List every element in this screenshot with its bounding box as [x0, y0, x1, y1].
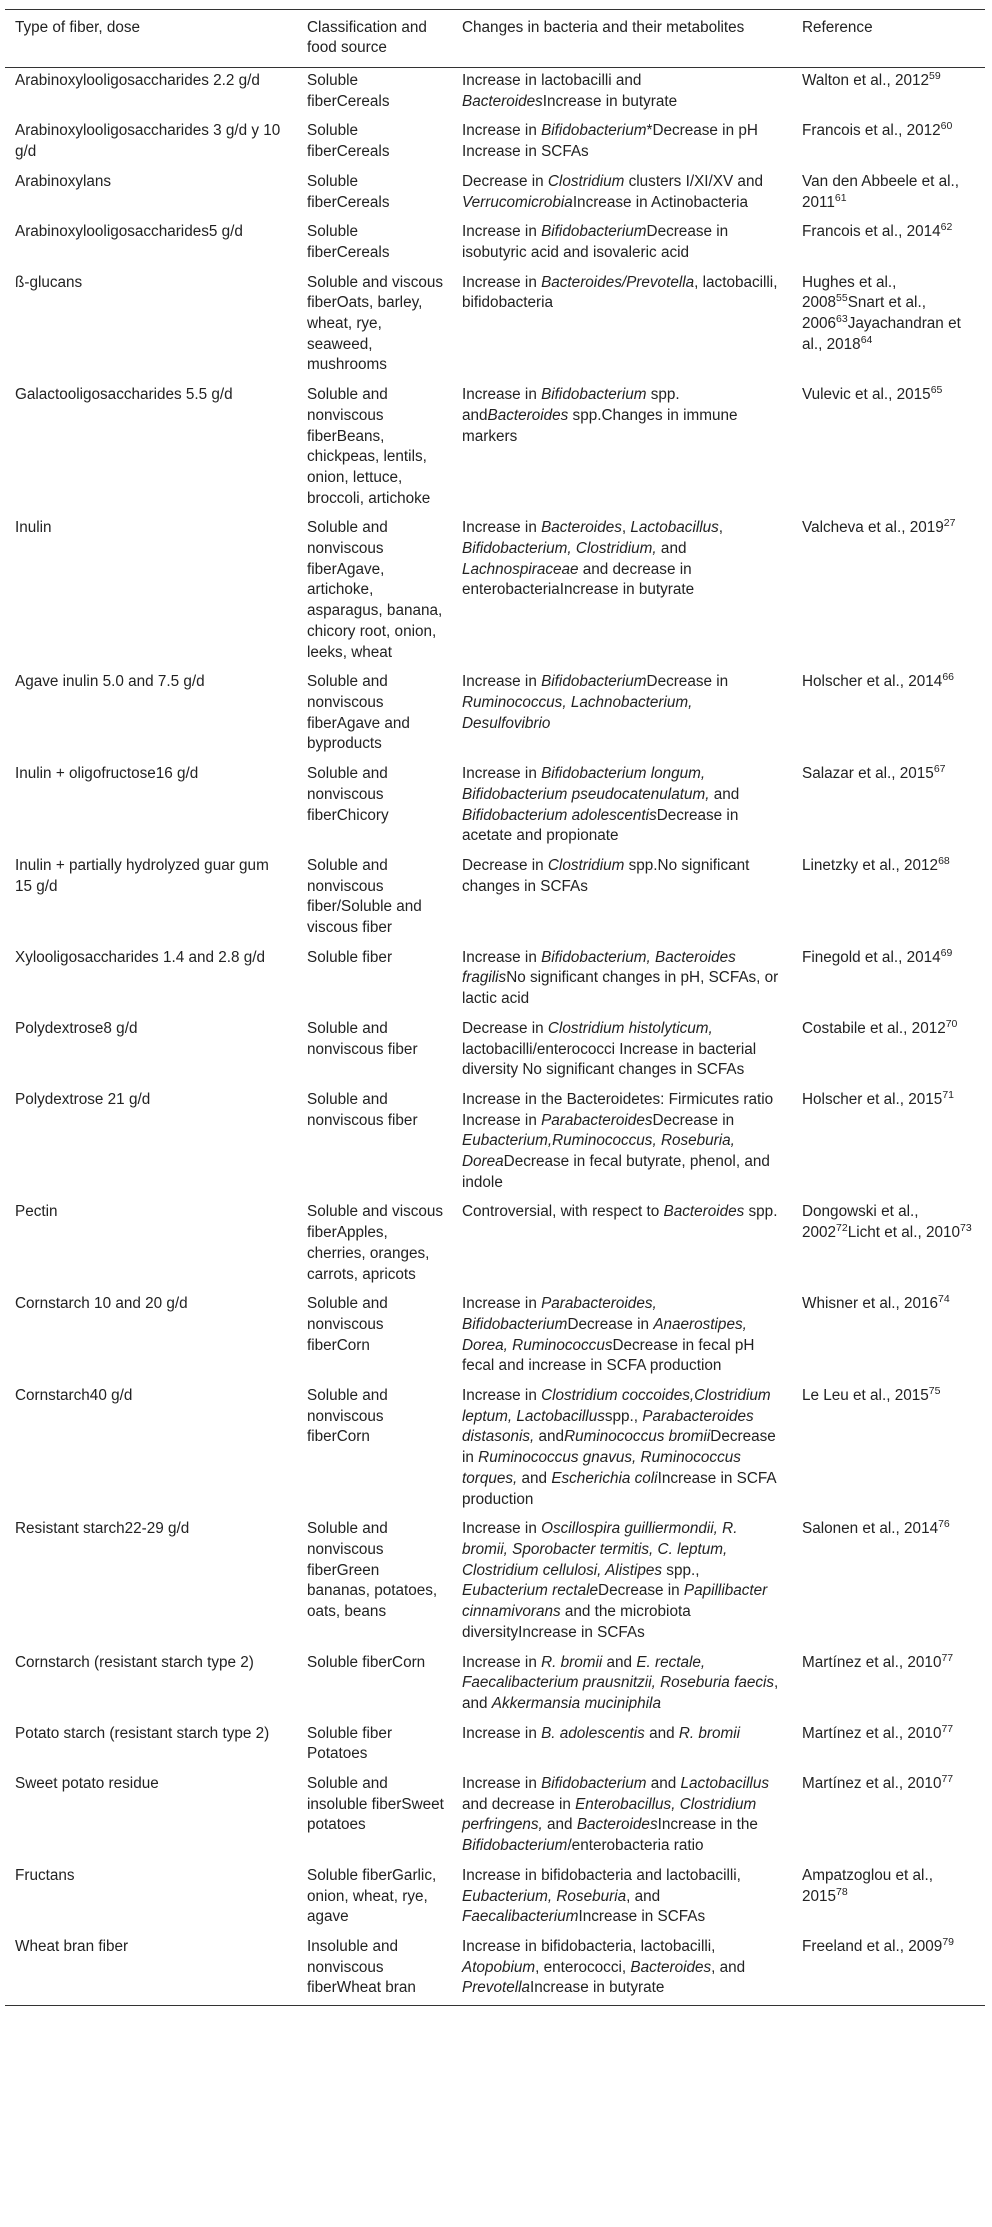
cell-fiber-type: Sweet potato residue	[15, 1775, 159, 1793]
text-segment: Martínez et al., 2010	[802, 1653, 942, 1671]
cell-fiber-type: Wheat bran fiber	[15, 1937, 129, 1955]
taxon-name: Ruminococcus bromii	[564, 1428, 711, 1446]
taxon-name: Akkermansia muciniphila	[491, 1694, 661, 1712]
taxon-name: Lactobacillus	[680, 1775, 769, 1793]
table-row	[5, 1650, 985, 1721]
taxon-name: Bifidobacterium adolescentis	[462, 806, 657, 824]
taxon-name: Clostridium	[547, 856, 625, 874]
cell-changes	[452, 853, 792, 945]
text-segment: Francois et al., 2014	[802, 223, 941, 241]
table-header	[5, 10, 985, 68]
citation-number: 77	[941, 1772, 954, 1785]
citation-number: 65	[930, 384, 943, 397]
taxon-name: Lachnospiraceae	[462, 560, 579, 578]
text-segment: Increase in the Bacteroidetes: Firmicutes ratio Increase in	[462, 1090, 774, 1129]
cell-fiber-type: Polydextrose8 g/d	[15, 1019, 138, 1037]
cell-reference	[792, 945, 985, 1016]
cell-fiber-type: Pectin	[15, 1203, 58, 1221]
header-classification: Classification and food source	[307, 19, 427, 56]
cell-reference	[792, 169, 985, 219]
text-segment: Increase in SCFAs	[578, 1908, 706, 1926]
taxon-name: Parabacteroides	[541, 1111, 653, 1129]
taxon-name: Oscillospira guilliermondii, R. bromii, Sporobacter termitis, C. leptum, Clostridium cellulosi, Alistipes	[462, 1520, 738, 1579]
text-segment: Costabile et al., 2012	[802, 1019, 946, 1037]
table-row	[5, 1087, 985, 1200]
cell-changes	[452, 669, 792, 761]
cell-reference	[792, 1087, 985, 1200]
table-body	[5, 68, 985, 2006]
text-segment: Walton et al., 2012	[802, 72, 929, 89]
text-segment: Finegold et al., 2014	[802, 948, 941, 966]
taxon-name: Bifidobacterium, Clostridium,	[462, 540, 657, 558]
citation-number: 72	[836, 1222, 848, 1235]
cell-classification: Soluble and nonviscous fiberGreen bananas, potatoes, oats, beans	[307, 1520, 438, 1621]
text-segment: Decrease in	[567, 1315, 654, 1333]
cell-fiber-type: Cornstarch (resistant starch type 2)	[15, 1653, 254, 1671]
header-type-of-fiber: Type of fiber, dose	[15, 19, 141, 36]
cell-reference	[792, 219, 985, 269]
taxon-name: Bifidobacterium	[541, 122, 647, 140]
cell-classification: Soluble and viscous fiberApples, cherries, oranges, carrots, apricots	[307, 1203, 444, 1283]
citation-number: 79	[942, 1935, 955, 1948]
text-segment: Increase in	[462, 122, 542, 140]
text-segment: /enterobacteria ratio	[567, 1837, 704, 1855]
table-row	[5, 169, 985, 219]
text-segment: spp.	[744, 1203, 778, 1221]
taxon-name: Clostridium histolyticum,	[547, 1019, 713, 1037]
text-segment: and decrease in enterobacteriaIncrease in butyrate	[462, 560, 695, 599]
cell-changes	[452, 761, 792, 853]
table-row	[5, 1199, 985, 1291]
taxon-name: Bacteroides/Prevotella	[541, 273, 695, 291]
header-reference: Reference	[802, 19, 873, 36]
citation-number: 61	[834, 191, 847, 204]
text-segment: Increase in	[462, 1775, 542, 1793]
text-segment: Francois et al., 2012	[802, 122, 941, 140]
text-segment: Increase in lactobacilli and	[462, 72, 642, 89]
cell-fiber-type: Inulin	[15, 519, 52, 537]
text-segment: Freeland et al., 2009	[802, 1937, 943, 1955]
cell-reference	[792, 1721, 985, 1771]
text-segment: Controversial, with respect to	[462, 1203, 664, 1221]
citation-number: 62	[940, 221, 953, 234]
cell-reference	[792, 270, 985, 383]
text-segment: Increase in	[462, 273, 542, 291]
table-row	[5, 1863, 985, 1934]
text-segment: Hughes et al., 2008	[802, 273, 897, 312]
cell-reference	[792, 515, 985, 669]
text-segment: Decrease in	[462, 856, 548, 874]
cell-classification: Soluble and nonviscous fiberAgave and byproducts	[307, 673, 410, 753]
cell-changes	[452, 1016, 792, 1087]
cell-classification: Soluble fiberCorn	[307, 1653, 426, 1671]
text-segment: Decrease in isobutyric acid and isovaleric acid	[462, 223, 729, 261]
cell-fiber-type: Inulin + oligofructose16 g/d	[15, 765, 199, 783]
text-segment: Holscher et al., 2014	[802, 673, 943, 691]
citation-number: 70	[945, 1017, 958, 1030]
text-segment: Increase in	[462, 519, 542, 537]
text-segment: Le Leu et al., 2015	[802, 1387, 929, 1405]
citation-number: 63	[836, 312, 848, 325]
text-segment: Vulevic et al., 2015	[802, 386, 931, 404]
cell-fiber-type: Galactooligosaccharides 5.5 g/d	[15, 386, 233, 404]
cell-changes	[452, 1650, 792, 1721]
taxon-name: Eubacterium, Roseburia	[462, 1887, 627, 1905]
cell-reference	[792, 1291, 985, 1383]
text-segment: Jayachandran et al., 2018	[802, 315, 961, 353]
text-segment: ,	[621, 519, 631, 537]
cell-fiber-type: Arabinoxylans	[15, 172, 112, 190]
table-row	[5, 1934, 985, 2006]
text-segment: Dongowski et al., 2002	[802, 1203, 919, 1242]
taxon-name: Bacteroides	[541, 519, 622, 537]
text-segment: Increase in	[462, 948, 542, 966]
taxon-name: Bacteroides	[630, 1958, 712, 1976]
cell-changes	[452, 1934, 792, 2006]
text-segment: Increase in	[462, 1520, 542, 1538]
taxon-name: Atopobium	[462, 1958, 536, 1976]
citation-number: 66	[942, 671, 954, 684]
cell-classification: Soluble and nonviscous fiberAgave, artichoke, asparagus, banana, chicory root, onion, leeks, wheat	[307, 519, 443, 661]
citation-number: 73	[959, 1222, 972, 1235]
text-segment: Decrease in	[646, 673, 729, 691]
text-segment: Salonen et al., 2014	[802, 1520, 939, 1538]
table-row	[5, 219, 985, 269]
cell-classification: Soluble and nonviscous fiberCorn	[307, 1387, 388, 1446]
table-row	[5, 761, 985, 853]
text-segment: Decrease in acetate and propionate	[462, 806, 739, 845]
cell-reference	[792, 1516, 985, 1649]
text-segment: Martínez et al., 2010	[802, 1775, 942, 1793]
cell-changes	[452, 219, 792, 269]
cell-changes	[452, 1771, 792, 1863]
text-segment: Increase in SCFA production	[462, 1469, 776, 1508]
text-segment: Decrease in	[598, 1582, 684, 1600]
text-segment: and	[542, 1816, 577, 1834]
cell-classification: Soluble and viscous fiberOats, barley, wheat, rye, seaweed, mushrooms	[307, 273, 444, 374]
text-segment: Increase in	[462, 1653, 542, 1671]
citation-number: 68	[938, 854, 950, 867]
text-segment: Valcheva et al., 2019	[802, 519, 944, 537]
text-segment: Increase in	[462, 223, 542, 241]
taxon-name: Escherichia coli	[551, 1469, 658, 1487]
cell-changes	[452, 1863, 792, 1934]
cell-fiber-type: Arabinoxylooligosaccharides5 g/d	[15, 223, 243, 241]
cell-reference	[792, 669, 985, 761]
taxon-name: Clostridium	[547, 172, 625, 190]
taxon-name: Bacteroides	[487, 406, 569, 424]
taxon-name: B. adolescentis	[541, 1724, 645, 1742]
taxon-name: Papillibacter cinnamivorans	[462, 1582, 768, 1621]
table-row	[5, 1016, 985, 1087]
cell-reference	[792, 1650, 985, 1721]
citation-number: 74	[938, 1293, 950, 1306]
cell-classification: Soluble fiberCereals	[307, 223, 390, 261]
cell-fiber-type: Inulin + partially hydrolyzed guar gum 15 g/d	[15, 856, 269, 895]
cell-fiber-type: Cornstarch 10 and 20 g/d	[15, 1295, 188, 1313]
taxon-name: Enterobacillus, Clostridium perfringens,	[462, 1795, 757, 1834]
cell-fiber-type: Resistant starch22-29 g/d	[15, 1520, 190, 1538]
cell-fiber-type: Xylooligosaccharides 1.4 and 2.8 g/d	[15, 948, 266, 966]
table-row	[5, 1516, 985, 1649]
cell-classification: Soluble fiber	[307, 948, 393, 966]
table-row	[5, 853, 985, 945]
citation-number: 59	[928, 69, 941, 82]
cell-changes	[452, 1199, 792, 1291]
table-row	[5, 118, 985, 168]
text-segment: Linetzky et al., 2012	[802, 856, 939, 874]
taxon-name: Bifidobacterium	[462, 1837, 568, 1855]
cell-classification: Soluble and nonviscous fiber	[307, 1090, 418, 1129]
text-segment: Ampatzoglou et al., 2015	[802, 1866, 933, 1905]
taxon-name: Ruminococcus gnavus, Ruminococcus torques,	[462, 1449, 741, 1487]
text-segment: Increase in the	[657, 1816, 758, 1834]
citation-number: 69	[940, 946, 953, 959]
cell-reference	[792, 68, 985, 119]
text-segment: Increase in	[462, 1724, 542, 1742]
taxon-name: Bacteroides	[663, 1203, 745, 1221]
table-row	[5, 1383, 985, 1516]
text-segment: spp.Changes in immune markers	[462, 406, 738, 445]
text-segment: and	[656, 540, 687, 558]
cell-classification: Soluble fiberCereals	[307, 122, 390, 161]
taxon-name: Bifidobacterium, Bacteroides fragilis	[462, 948, 736, 987]
cell-fiber-type: Arabinoxylooligosaccharides 2.2 g/d	[15, 72, 260, 89]
citation-number: 78	[836, 1885, 848, 1898]
text-segment: Increase in bifidobacteria, lactobacilli,	[462, 1937, 716, 1955]
taxon-name: Bacteroides	[462, 92, 543, 110]
cell-fiber-type: Agave inulin 5.0 and 7.5 g/d	[15, 673, 205, 691]
text-segment: and	[534, 1428, 565, 1446]
cell-classification: Insoluble and nonviscous fiberWheat bran	[307, 1937, 416, 1997]
text-segment: Van den Abbeele et al., 2011	[802, 172, 960, 211]
text-segment: spp.No significant changes in SCFAs	[462, 856, 750, 895]
text-segment: Decrease in	[462, 1428, 776, 1467]
taxon-name: Ruminococcus, Lachnobacterium, Desulfovibrio	[462, 693, 693, 732]
citation-number: 67	[933, 763, 946, 775]
citation-number: 27	[943, 517, 956, 530]
table-row	[5, 945, 985, 1016]
text-segment: Decrease in fecal pH fecal and increase in SCFA production	[462, 1336, 755, 1375]
cell-classification: Soluble fiberGarlic, onion, wheat, rye, agave	[307, 1866, 437, 1926]
taxon-name: Faecalibacterium	[462, 1908, 579, 1926]
text-segment: spp.,	[604, 1407, 643, 1425]
text-segment: ,	[718, 519, 724, 537]
cell-reference	[792, 761, 985, 853]
text-segment: Decrease in	[462, 1019, 548, 1037]
taxon-name: Anaerostipes, Dorea, Ruminococcus	[462, 1315, 747, 1354]
text-segment: , lactobacilli, bifidobacteria	[462, 273, 778, 312]
text-segment: and decrease in	[462, 1795, 576, 1813]
text-segment: , enterococci,	[535, 1958, 631, 1976]
text-segment: and	[602, 1653, 637, 1671]
taxon-name: Parabacteroides, Bifidobacterium	[462, 1295, 657, 1333]
text-segment: lactobacilli/enterococci Increase in bacterial diversity No significant changes in SCFAs	[462, 1040, 757, 1079]
taxon-name: Verrucomicrobia	[462, 193, 573, 211]
cell-changes	[452, 1383, 792, 1516]
cell-reference	[792, 1016, 985, 1087]
cell-fiber-type: Potato starch (resistant starch type 2)	[15, 1724, 270, 1742]
text-segment: Holscher et al., 2015	[802, 1090, 943, 1108]
taxon-name: Bifidobacterium	[541, 223, 647, 241]
taxon-name: Eubacterium rectale	[462, 1582, 599, 1600]
cell-classification: Soluble fiber Potatoes	[307, 1724, 393, 1763]
cell-changes	[452, 382, 792, 515]
cell-classification: Soluble and nonviscous fiberBeans, chickpeas, lentils, onion, lettuce, broccoli, artichoke	[307, 386, 431, 507]
cell-changes	[452, 1291, 792, 1383]
cell-changes	[452, 1087, 792, 1200]
text-segment: No significant changes in pH, SCFAs, or lactic acid	[462, 969, 779, 1008]
text-segment: and the microbiota diversityIncrease in SCFAs	[462, 1603, 691, 1641]
text-segment: Increase in butyrate	[542, 92, 678, 110]
text-segment: spp. and	[462, 386, 680, 424]
text-segment: Licht et al., 2010	[847, 1224, 960, 1242]
text-segment: Decrease in	[652, 1111, 735, 1129]
text-segment: Decrease in	[462, 172, 548, 190]
text-segment: , and	[711, 1958, 746, 1976]
cell-changes	[452, 1516, 792, 1649]
fiber-microbiota-table	[5, 9, 985, 2006]
citation-number: 75	[928, 1384, 941, 1397]
cell-changes	[452, 515, 792, 669]
taxon-name: Bifidobacterium	[541, 1775, 647, 1793]
cell-reference	[792, 1383, 985, 1516]
text-segment: and	[517, 1469, 552, 1487]
text-segment: Increase in bifidobacteria and lactobacilli,	[462, 1866, 741, 1884]
taxon-name: Bifidobacterium	[541, 386, 647, 404]
citation-number: 55	[836, 292, 848, 305]
citation-number: 77	[941, 1722, 954, 1735]
taxon-name: Clostridium coccoides,Clostridium leptum, Lactobacillus	[462, 1387, 771, 1425]
cell-classification: Soluble and nonviscous fiber	[307, 1019, 418, 1058]
cell-changes	[452, 169, 792, 219]
cell-reference	[792, 1934, 985, 2006]
cell-changes	[452, 1721, 792, 1771]
cell-reference	[792, 1863, 985, 1934]
text-segment: Increase in butyrate	[530, 1979, 665, 1997]
taxon-name: R. bromii	[541, 1653, 603, 1671]
taxon-name: Lactobacillus	[630, 519, 719, 537]
cell-fiber-type: Fructans	[15, 1866, 75, 1884]
table-row	[5, 1771, 985, 1863]
cell-classification: Soluble and nonviscous fiberCorn	[307, 1295, 388, 1354]
header-row	[5, 10, 985, 68]
text-segment: Increase in	[462, 673, 542, 691]
taxon-name: R. bromii	[678, 1724, 741, 1742]
citation-number: 76	[938, 1518, 950, 1531]
citation-number: 77	[941, 1651, 954, 1664]
text-segment: spp.,	[662, 1561, 700, 1579]
text-segment: clusters I/XI/XV and	[624, 172, 763, 190]
table-row	[5, 68, 985, 119]
cell-classification: Soluble and nonviscous fiber/Soluble and viscous fiber	[307, 856, 422, 937]
text-segment: , and	[626, 1887, 661, 1905]
table-row	[5, 382, 985, 515]
text-segment: and	[709, 785, 740, 803]
text-segment: Martínez et al., 2010	[802, 1724, 942, 1742]
text-segment: , and	[462, 1674, 779, 1712]
taxon-name: Prevotella	[462, 1979, 531, 1997]
text-segment: Increase in	[462, 386, 542, 404]
text-segment: Whisner et al., 2016	[802, 1295, 939, 1313]
table-row	[5, 669, 985, 761]
taxon-name: Parabacteroides distasonis,	[462, 1407, 754, 1446]
cell-reference	[792, 1199, 985, 1291]
cell-classification: Soluble and nonviscous fiberChicory	[307, 765, 389, 824]
cell-reference	[792, 1771, 985, 1863]
table-row	[5, 515, 985, 669]
text-segment: Salazar et al., 2015	[802, 765, 934, 783]
cell-reference	[792, 118, 985, 168]
cell-reference	[792, 853, 985, 945]
cell-reference	[792, 382, 985, 515]
text-segment: and	[646, 1775, 681, 1793]
cell-changes	[452, 270, 792, 383]
citation-number: 71	[942, 1088, 954, 1101]
taxon-name: Bifidobacterium longum, Bifidobacterium pseudocatenulatum,	[462, 765, 710, 803]
table-row	[5, 1291, 985, 1383]
citation-number: 64	[860, 333, 873, 346]
text-segment: Increase in	[462, 1387, 542, 1405]
cell-fiber-type: ß-glucans	[15, 273, 83, 291]
text-segment: Snart et al., 2006	[802, 294, 926, 333]
text-segment: *Decrease in pH Increase in SCFAs	[462, 122, 758, 161]
header-changes: Changes in bacteria and their metabolites	[462, 19, 745, 36]
taxon-name: E. rectale, Faecalibacterium prausnitzii, Roseburia faecis	[462, 1653, 775, 1692]
cell-fiber-type: Cornstarch40 g/d	[15, 1387, 133, 1405]
table-row	[5, 1721, 985, 1771]
cell-changes	[452, 945, 792, 1016]
cell-classification: Soluble and insoluble fiberSweet potatoes	[307, 1775, 444, 1834]
cell-classification: Soluble fiberCereals	[307, 72, 390, 110]
text-segment: Increase in	[462, 765, 542, 783]
table-row	[5, 270, 985, 383]
taxon-name: Bifidobacterium	[541, 673, 647, 691]
cell-changes	[452, 118, 792, 168]
citation-number: 60	[940, 120, 953, 133]
cell-classification: Soluble fiberCereals	[307, 172, 390, 211]
taxon-name: Eubacterium,Ruminococcus, Roseburia, Dorea	[462, 1132, 735, 1171]
cell-changes	[452, 68, 792, 119]
taxon-name: Bacteroides	[576, 1816, 658, 1834]
text-segment: Increase in	[462, 1295, 542, 1313]
cell-fiber-type: Arabinoxylooligosaccharides 3 g/d y 10 g/d	[15, 122, 281, 161]
cell-fiber-type: Polydextrose 21 g/d	[15, 1090, 151, 1108]
text-segment: and	[644, 1724, 679, 1742]
text-segment: Decrease in fecal butyrate, phenol, and indole	[462, 1153, 770, 1191]
text-segment: Increase in Actinobacteria	[572, 193, 748, 211]
